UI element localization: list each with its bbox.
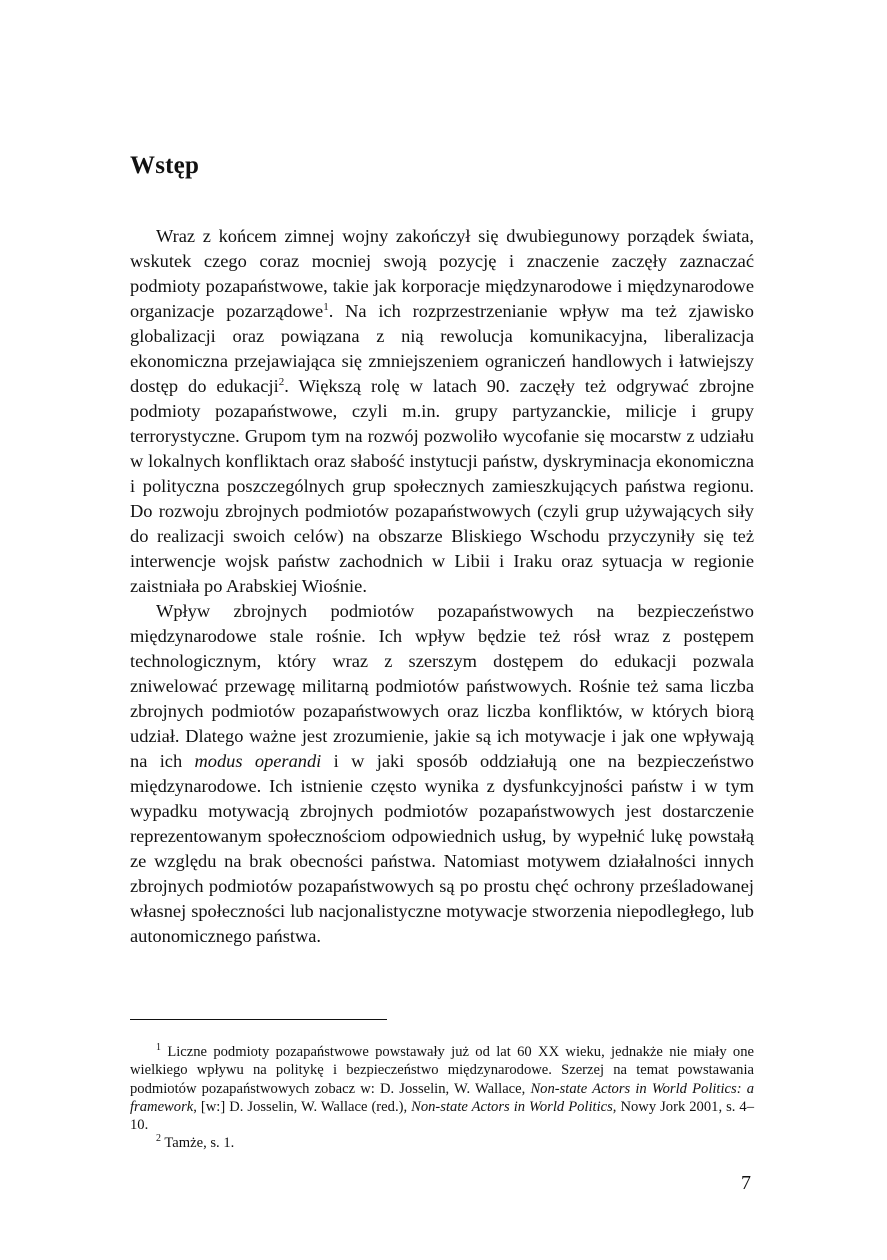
paragraph xyxy=(130,599,754,949)
footnote-text: , [w:] D. Josselin, W. Wallace (red.), xyxy=(193,1098,412,1115)
footnote-ref[interactable]: 1 xyxy=(323,300,329,313)
footnote-number: 1 xyxy=(156,1042,161,1054)
text-segment: Wpływ zbrojnych podmiotów pozapaństwowych na bezpieczeństwo międzynarodowe stale rośnie. Ich wpływ będzie też rósł wraz z postępem technologicznym, który wraz z szerszym dostępem do edukacji pozwala zniwelować przewagę militarną podmiotów państwowych. Rośnie też sama liczba zbrojnych podmiotów pozapaństwowych oraz liczba konfliktów, w których biorą udział. Dlatego ważne jest zrozumienie, jakie są ich motywacje i jak one wpływają na ich xyxy=(130,601,754,771)
footnotes xyxy=(130,1043,754,1153)
citation-title: Non-state Actors in World Politics xyxy=(411,1098,613,1115)
footnote-text: Liczne podmioty pozapaństwowe powstawały już od lat 60 XX wieku, jednakże nie miały one wielkiego wpływu na politykę i bezpieczeństwo międzynarodowe. Szerzej na temat powstawania podmiotów pozapaństwowych zobacz w: D. Josselin, W. Wallace, xyxy=(130,1044,754,1097)
footnote-separator xyxy=(130,1019,387,1020)
paragraph xyxy=(130,224,754,599)
text-segment: Wraz z końcem zimnej wojny zakończył się dwubiegunowy porządek świata, wskutek czego coraz mocniej swoją pozycję i znaczenie zaczęły zaznaczać podmioty pozapaństwowe, takie jak korporacje międzynarodowe i międzynarodowe organizacje pozarządowe xyxy=(130,226,754,321)
text-segment: . Na ich rozprzestrzenianie wpływ ma też zjawisko globalizacji oraz powiązana z nią rewolucja komunikacyjna, liberalizacja ekonomiczna przejawiająca się zmniejszeniem ograniczeń handlowych i łatwiejszy dostęp do edukacji xyxy=(130,301,754,396)
body-text xyxy=(130,224,754,949)
footnote-text: , Nowy Jork 2001, s. 4–10. xyxy=(130,1098,755,1134)
footnote-number: 2 xyxy=(156,1133,161,1145)
footnote-text: Tamże, s. 1. xyxy=(161,1135,235,1152)
italic-term: modus operandi xyxy=(194,751,322,771)
footnote xyxy=(130,1043,754,1134)
text-segment: i w jaki sposób oddziałują one na bezpieczeństwo międzynarodowe. Ich istnienie często wynika z dysfunkcyjności państw i w tym wypadku motywacją zbrojnych podmiotów pozapaństwowych jest dostarczenie reprezentowanym społecznościom odpowiednich usług, by wypełnić lukę powstałą ze względu na brak obecności państwa. Natomiast motywem działalności innych zbrojnych podmiotów pozapaństwowych są po prostu chęć ochrony prześladowanej własnej społeczności lub nacjonalistyczne motywacje stworzenia niepodległego, lub autonomicznego państwa. xyxy=(130,751,754,946)
footnote xyxy=(130,1134,754,1152)
footnote-ref[interactable]: 2 xyxy=(278,375,285,388)
page-title: Wstęp xyxy=(130,152,200,179)
text-segment: . Większą rolę w latach 90. zaczęły też odgrywać zbrojne podmioty pozapaństwowe, czyli m.in. grupy partyzanckie, milicje i grupy terrorystyczne. Grupom tym na rozwój pozwoliło wycofanie się mocarstw z udziału w lokalnych konfliktach oraz słabość instytucji państw, dyskryminacja ekonomiczna i polityczna poszczególnych grup społecznych zamieszkujących państwa regionu. Do rozwoju zbrojnych podmiotów pozapaństwowych (czyli grup używających siły do realizacji swoich celów) na obszarze Bliskiego Wschodu przyczyniły się też interwencje wojsk państw zachodnich w Libii i Iraku oraz sytuacja w regionie zaistniała po Arabskiej Wiośnie. xyxy=(130,376,754,596)
page-number: 7 xyxy=(741,1172,751,1194)
citation-title: Non-state Actors in World Politics: a framework xyxy=(130,1080,754,1115)
